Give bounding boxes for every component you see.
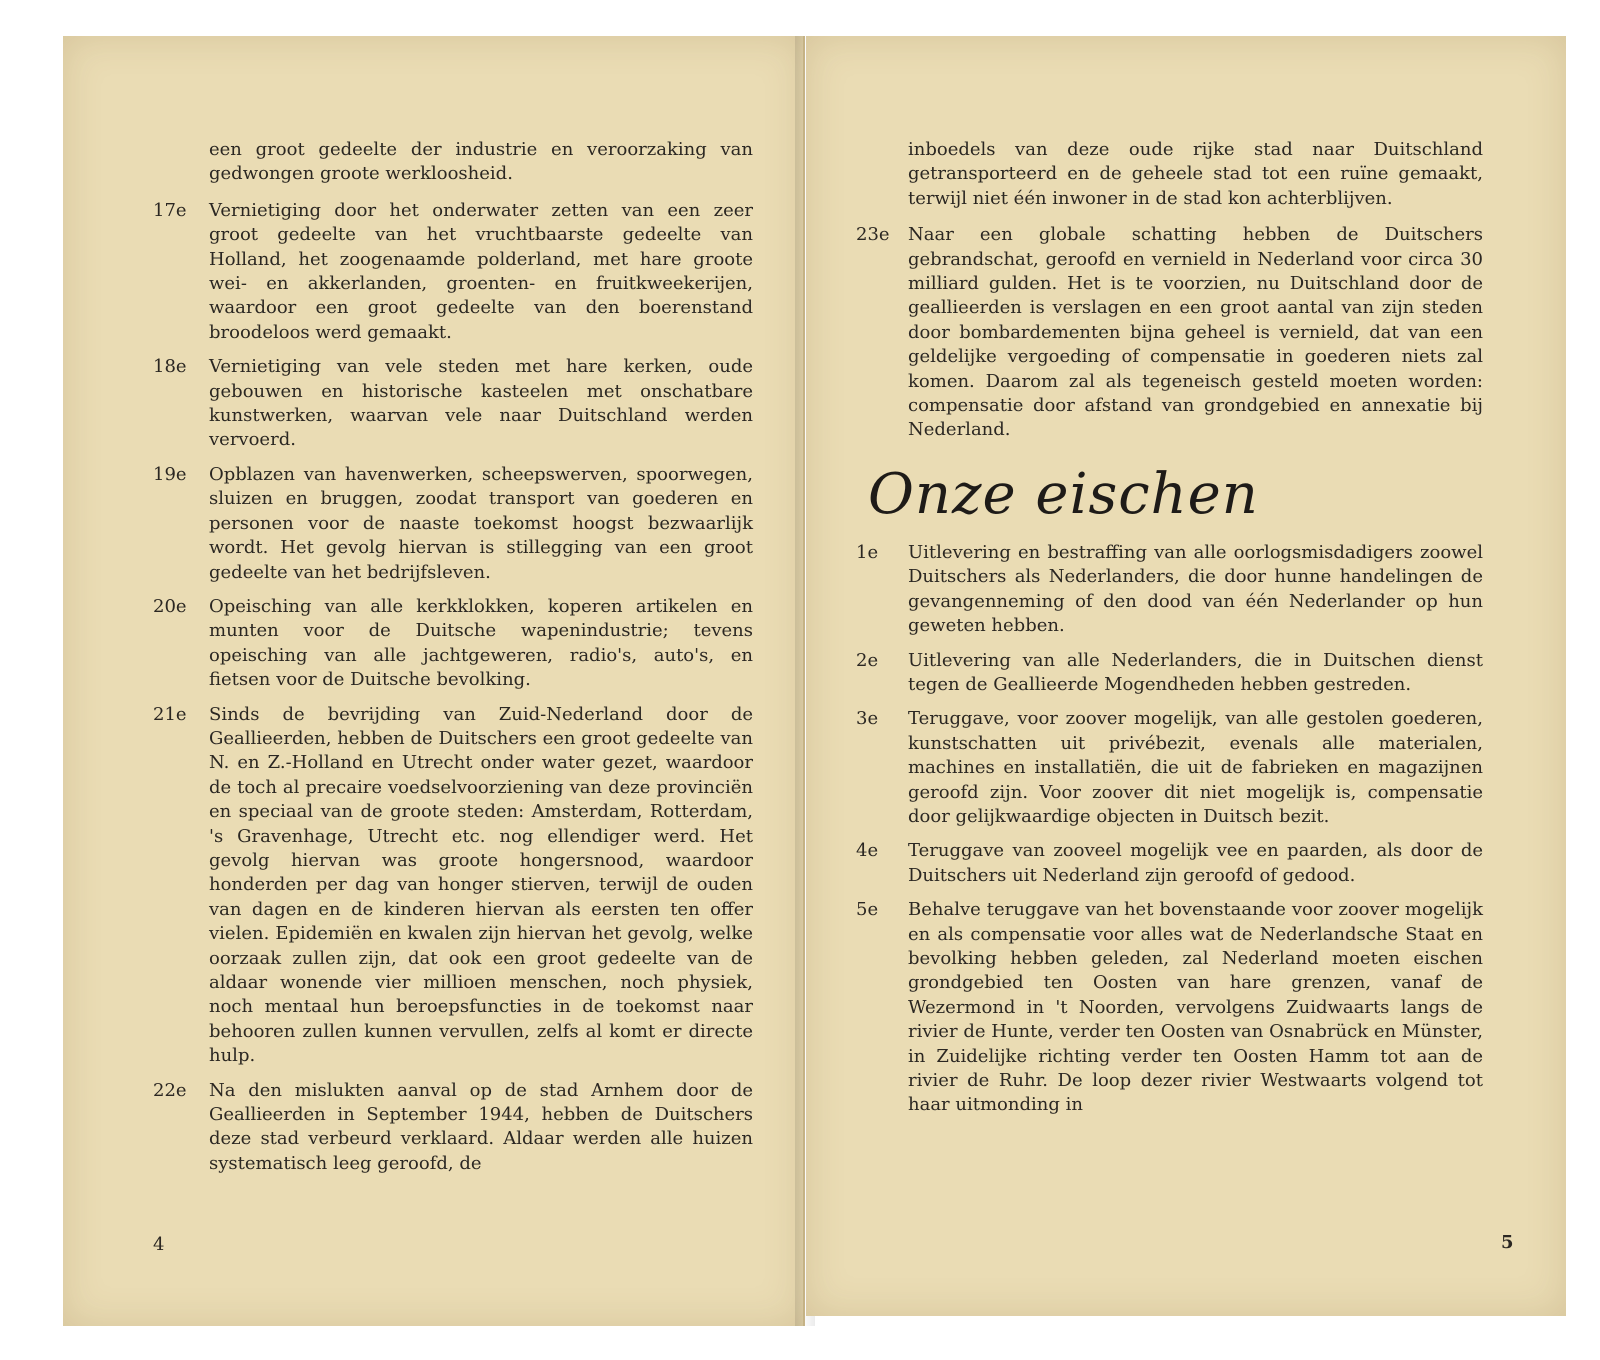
item-text: Uitlevering van alle Nederlanders, die in Duitschen dienst tegen de Geallieerde Mogendheden hebben gestreden.	[908, 649, 1483, 695]
item-number: 2e	[856, 649, 879, 671]
continuation-text: een groot gedeelte der industrie en veroorzaking van gedwongen groote werkloosheid.	[209, 139, 753, 185]
list-item-17e	[153, 199, 753, 345]
item-text: Teruggave van zooveel mogelijk vee en paarden, als door de Duitschers uit Nederland zijn geroofd of gedood.	[908, 840, 1483, 886]
item-number: 21e	[153, 703, 187, 725]
right-page	[806, 36, 1566, 1316]
item-text: Teruggave, voor zoover mogelijk, van alle gestolen goederen, kunstschatten uit privébezit, evenals alle materialen, machines en installatiën, die uit de fabrieken en magazijnen geroofd zijn. Voor zoover dit niet mogelijk is, compensatie door gelijkwaardige objecten in Duitsch bezit.	[908, 708, 1483, 827]
right-page-text	[856, 138, 1483, 1128]
item-text: Na den mislukten aanval op de stad Arnhem door de Geallieerden in September 1944, hebben de Duitschers deze stad verbeurd verklaard. Aldaar werden alle huizen systematisch leeg geroofd, de	[209, 1079, 753, 1174]
item-number: 18e	[153, 356, 187, 378]
item-text: Vernietiging van vele steden met hare kerken, oude gebouwen en historische kasteelen met onschatbare kunstwerken, waarvan vele naar Duitschland werden vervoerd.	[209, 356, 753, 451]
item-text: Sinds de bevrijding van Zuid-Nederland door de Geallieerden, hebben de Duitschers een groot gedeelte van N. en Z.-Holland en Utrecht onder water gezet, waardoor de toch al precaire voedselvoorziening van deze provinciën en speciaal van de groote steden: Amsterdam, Rotterdam, 's Gravenhage, Utrecht etc. nog ellendiger werd. Het gevolg hiervan was groote hongersnood, waardoor honderden per dag van honger stierven, terwijl de ouden van dagen en de kinderen hiervan als eersten ten offer vielen. Epidemiën en kwalen zijn hiervan het gevolg, welke oorzaak zullen zijn, dat ook een groot gedeelte van de aldaar wonende vier millioen menschen, noch physiek, noch mentaal hun beroepsfuncties in de toekomst naar behooren zullen kunnen vervullen, zelfs al komt er directe hulp.	[209, 703, 753, 1067]
left-page-text	[153, 138, 753, 1186]
list-item-19e	[153, 463, 753, 585]
demand-item-2e	[856, 649, 1483, 698]
list-item-20e	[153, 595, 753, 693]
list-item-18e	[153, 355, 753, 453]
item-number: 1e	[856, 541, 879, 563]
demand-item-1e	[856, 541, 1483, 639]
item-number: 19e	[153, 463, 187, 485]
continuation-text: inboedels van deze oude rijke stad naar Duitschland getransporteerd en de geheele stad tot een ruïne gemaakt, terwijl niet één inwoner in de stad kon achterblijven.	[908, 139, 1483, 209]
item-number: 3e	[856, 708, 879, 730]
left-page	[63, 36, 805, 1326]
item-number: 5e	[856, 899, 879, 921]
page-number: 4	[153, 1234, 165, 1255]
item-number: 23e	[856, 224, 890, 246]
demand-item-4e	[856, 839, 1483, 888]
item-number: 22e	[153, 1079, 187, 1101]
item-number: 4e	[856, 840, 879, 862]
item-text: Vernietiging door het onderwater zetten van een zeer groot gedeelte van het vruchtbaarste gedeelte van Holland, het zoogenaamde polderland, met hare groote wei- en akkerlanden, groenten- en fruitkweekerijen, waardoor een groot gedeelte van den boerenstand broodeloos werd gemaakt.	[209, 199, 753, 343]
item-text: Uitlevering en bestraffing van alle oorlogsmisdadigers zoowel Duitschers als Nederlanders, die door hunne handelingen de gevangenneming of den dood van één Nederlander op hun geweten hebben.	[908, 541, 1483, 637]
item-text: Behalve teruggave van het bovenstaande voor zoover mogelijk en als compensatie voor alles wat de Nederlandsche Staat en bevolking hebben geleden, zal Nederland moeten eischen grondgebied ten Oosten van hare grenzen, vanaf de Wezermond in 't Noorden, vervolgens Zuidwaarts langs de rivier de Hunte, verder ten Oosten van Osnabrück en Münster, in Zuidelijke richting verder ten Oosten Hamm tot aan de rivier de Ruhr. De loop dezer rivier Westwaarts volgend tot haar uitmonding in	[908, 899, 1483, 1116]
item-text: Naar een globale schatting hebben de Duitschers gebrandschat, geroofd en vernield in Nederland voor circa 30 milliard gulden. Het is te voorzien, nu Duitschland door de geallieerden is verslagen en een groot aantal van zijn steden door bombardementen bijna geheel is vernield, dat van een geldelijke vergoeding of compensatie in goederen niets zal komen. Daarom zal als tegeneisch gesteld moeten worden: compensatie door afstand van grondgebied en annexatie bij Nederland.	[908, 224, 1483, 441]
item-text: Opblazen van havenwerken, scheepswerven, spoorwegen, sluizen en bruggen, zoodat transport van goederen en personen voor de naaste toekomst hoogst bezwaarlijk wordt. Het gevolg hiervan is stillegging van een groot gedeelte van het bedrijfsleven.	[209, 463, 753, 583]
page-number: 5	[1501, 1232, 1514, 1253]
item-number: 17e	[153, 199, 187, 221]
list-item-21e	[153, 703, 753, 1069]
list-item-23e	[856, 223, 1483, 443]
list-item-22e	[153, 1079, 753, 1177]
section-heading: Onze eischen	[868, 461, 1259, 527]
demand-item-5e	[856, 898, 1483, 1118]
item-text: Opeisching van alle kerkklokken, koperen artikelen en munten voor de Duitsche wapenindustrie; tevens opeisching van alle jachtgeweren, radio's, auto's, en fietsen voor de Duitsche bevolking.	[209, 595, 753, 691]
demand-item-3e	[856, 707, 1483, 829]
item-number: 20e	[153, 595, 187, 617]
